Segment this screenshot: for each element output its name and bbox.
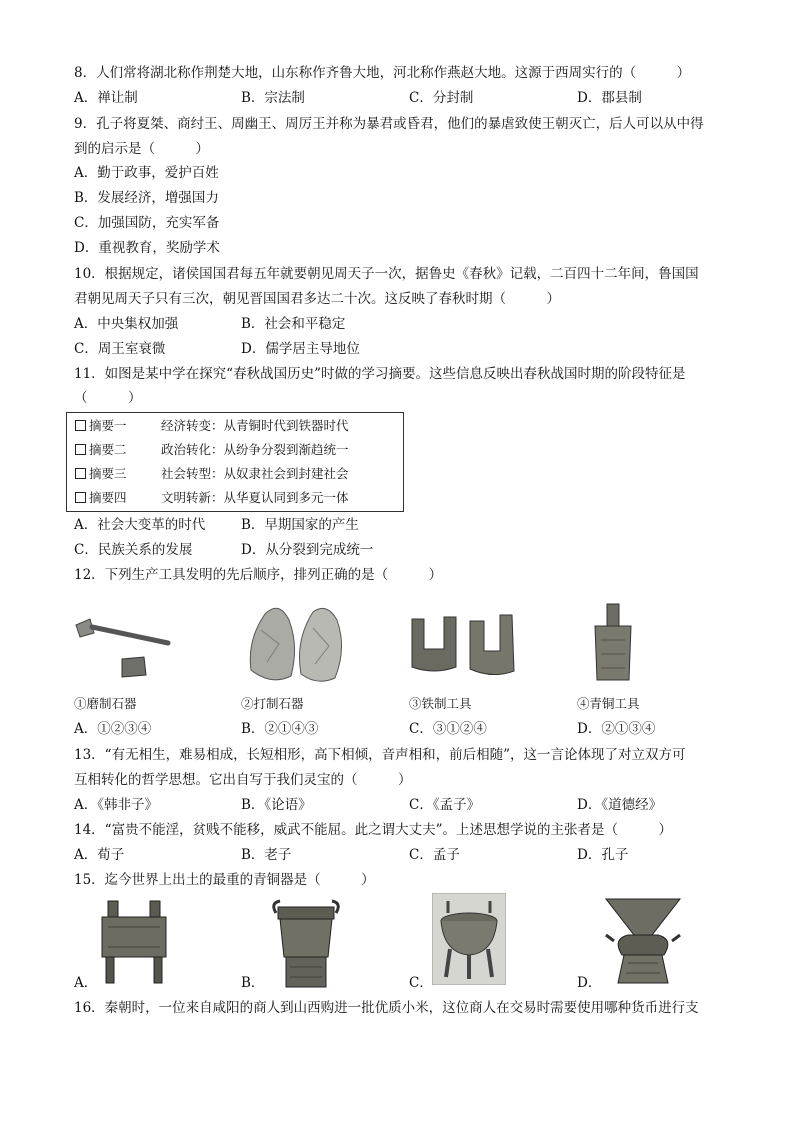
- q11-option-d: D．从分裂到完成统一: [241, 542, 374, 558]
- q8-option-a: A．禅让制: [74, 90, 138, 106]
- q13-stem-line1: 13．“有无相生，难易相成，长短相形，高下相倾，音声相和，前后相随”，这一言论体现了对立双方可: [74, 747, 686, 763]
- iron-tool-image: [404, 605, 534, 685]
- bronze-tool-image: [583, 600, 643, 690]
- q15-option-d: D．: [577, 975, 602, 991]
- q9-option-c: C．加强国防，充实军备: [74, 215, 220, 231]
- q13-option-d: D．《道德经》: [577, 797, 663, 813]
- summary-box: [66, 412, 404, 512]
- q12-caption-3: ③铁制工具: [409, 696, 472, 711]
- q15-stem: 15．迄今世界上出土的最重的青铜器是（ ）: [74, 872, 375, 888]
- summary-item: 摘要四 文明转新：从华夏认同到多元一体: [75, 490, 349, 506]
- q12-caption-1: ①磨制石器: [74, 696, 137, 711]
- q12-option-d: D．②①③④: [577, 721, 656, 737]
- checkbox-icon: [75, 420, 86, 431]
- q12-option-c: C．③①②④: [409, 721, 487, 737]
- q10-stem-line1: 10．根据规定，诸侯国国君每五年就要朝见周天子一次，据鲁史《春秋》记载，二百四十二年间，鲁国国: [74, 266, 699, 282]
- q14-option-d: D．孔子: [577, 847, 629, 863]
- q10-option-a: A．中央集权加强: [74, 316, 179, 332]
- q15-option-b: B．: [241, 975, 265, 991]
- q13-stem-line2: 互相转化的哲学思想。它出自写于我们灵宝的（ ）: [74, 772, 412, 788]
- q12-option-b: B．②①④③: [241, 721, 319, 737]
- q13-option-b: B．《论语》: [241, 797, 312, 813]
- q12-option-a: A．①②③④: [74, 721, 152, 737]
- bronze-round-ding-image: [432, 893, 506, 985]
- q11-option-a: A．社会大变革的时代: [74, 517, 206, 533]
- q15-option-c: C．: [409, 975, 433, 991]
- summary-item: 摘要三 社会转型：从奴隶社会到封建社会: [75, 466, 349, 482]
- q8-stem: 8．人们常将湖北称作荆楚大地，山东称作齐鲁大地，河北称作燕赵大地。这源于西周实行的（ ）: [74, 65, 691, 81]
- q9-option-d: D．重视教育，奖励学术: [74, 240, 220, 256]
- polished-stone-tool-image: [70, 603, 175, 685]
- q12-caption-4: ④青铜工具: [577, 696, 640, 711]
- q10-option-c: C．周王室衰微: [74, 341, 166, 357]
- q14-option-c: C．孟子: [409, 847, 460, 863]
- q16-stem-line1: 16．秦朝时，一位来自咸阳的商人到山西购进一批优质小米，这位商人在交易时需要使用哪种货币进行支: [74, 1000, 699, 1016]
- q12-caption-2: ②打制石器: [241, 696, 304, 711]
- summary-item: 摘要一 经济转变：从青铜时代到铁器时代: [75, 418, 349, 434]
- q11-stem-line2: （ ）: [74, 390, 142, 406]
- q13-option-a: A．《韩非子》: [74, 797, 158, 813]
- q12-stem: 12．下列生产工具发明的先后顺序，排列正确的是（ ）: [74, 567, 443, 583]
- bronze-zun-image: [602, 895, 684, 987]
- q14-option-a: A．荀子: [74, 847, 125, 863]
- q11-option-b: B．早期国家的产生: [241, 517, 359, 533]
- q13-option-c: C．《孟子》: [409, 797, 481, 813]
- q10-option-b: B．社会和平稳定: [241, 316, 346, 332]
- chipped-stone-tool-image: [243, 600, 353, 688]
- q8-option-d: D．郡县制: [577, 90, 642, 106]
- q14-option-b: B．老子: [241, 847, 292, 863]
- q9-stem-line2: 到的启示是（ ）: [74, 141, 209, 157]
- q15-option-a: A．: [74, 975, 98, 991]
- q10-option-d: D．儒学居主导地位: [241, 341, 360, 357]
- bronze-square-ding-image: [96, 897, 172, 985]
- checkbox-icon: [75, 444, 86, 455]
- summary-item: 摘要二 政治转化：从纷争分裂到渐趋统一: [75, 442, 349, 458]
- q9-option-a: A．勤于政事，爱护百姓: [74, 165, 219, 181]
- q8-option-c: C．分封制: [409, 90, 474, 106]
- q11-stem-line1: 11．如图是某中学在探究“春秋战国历史”时做的学习摘要。这些信息反映出春秋战国时期的阶段特征是: [74, 366, 686, 382]
- bronze-square-vessel-image: [266, 897, 346, 989]
- checkbox-icon: [75, 492, 86, 503]
- q14-stem: 14．“富贵不能淫，贫贱不能移，威武不能屈。此之谓大丈夫”。上述思想学说的主张者是（ ）: [74, 822, 672, 838]
- checkbox-icon: [75, 468, 86, 479]
- q8-option-b: B．宗法制: [241, 90, 305, 106]
- q10-stem-line2: 君朝见周天子只有三次，朝见晋国国君多达二十次。这反映了春秋时期（ ）: [74, 291, 560, 307]
- q9-option-b: B．发展经济，增强国力: [74, 190, 219, 206]
- q9-stem-line1: 9．孔子将夏桀、商纣王、周幽王、周厉王并称为暴君或昏君，他们的暴虐致使王朝灭亡，后人可以从中得: [74, 116, 704, 132]
- q11-option-c: C．民族关系的发展: [74, 542, 193, 558]
